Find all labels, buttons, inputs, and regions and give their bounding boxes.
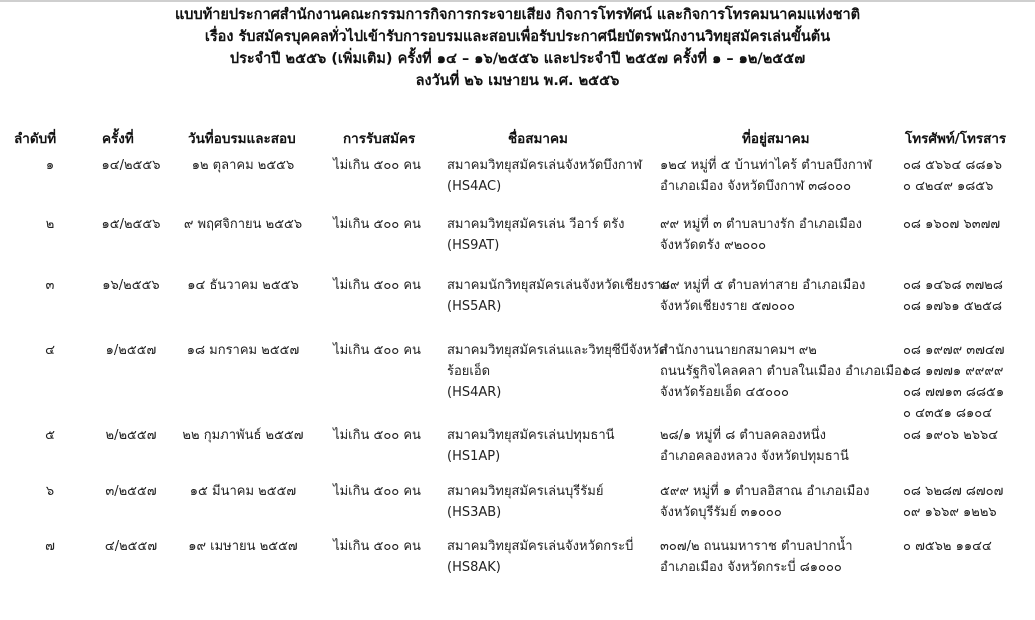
cell-round: ๑๔/๒๕๕๖	[101, 158, 161, 173]
cell-capacity: ไม่เกิน ๕๐๐ คน	[333, 343, 421, 358]
cell-phone-line: ๐๙ ๑๖๖๙ ๑๒๒๖	[903, 505, 997, 520]
cell-capacity: ไม่เกิน ๕๐๐ คน	[333, 428, 421, 443]
cell-assoc-line: (HS8AK)	[447, 560, 501, 575]
cell-assoc	[447, 275, 670, 317]
cell-address	[660, 481, 900, 523]
cell-address-line: ๓๐๗/๒ ถนนมหาราช ตำบลปากน้ำ	[660, 539, 853, 554]
cell-phone-line: ๐๘ ๑๙๐๖ ๒๖๖๔	[903, 428, 999, 443]
cell-assoc-line: (HS4AC)	[447, 179, 502, 194]
cell-assoc-line: สมาคมวิทยุสมัครเล่นปทุมธานี	[447, 428, 615, 443]
cell-phone-line: ๐๘ ๑๙๗๙ ๓๗๔๗	[903, 343, 1005, 358]
cell-assoc-line: สมาคมวิทยุสมัครเล่นบุรีรัมย์	[447, 484, 604, 499]
cell-phone-line: ๐๘ ๑๖๐๗ ๖๓๗๗	[903, 217, 1001, 232]
cell-assoc	[447, 536, 657, 578]
header-line-3: ประจำปี ๒๕๕๖ (เพิ่มเติม) ครั้งที่ ๑๔ – ๑๖/๒๕๕๖ และประจำปี ๒๕๕๗ ครั้งที่ ๑ – ๑๒/๒๕๕๗	[229, 51, 806, 67]
cell-no: ๗	[45, 539, 55, 554]
cell-address-line: จังหวัดตรัง ๙๒๐๐๐	[660, 238, 767, 253]
cell-no: ๒	[45, 217, 55, 232]
cell-round: ๔/๒๕๕๗	[104, 539, 158, 554]
cell-assoc-line: สมาคมวิทยุสมัครเล่นจังหวัดบึงกาฬ	[447, 158, 642, 173]
cell-address-line: อำเภอคลองหลวง จังหวัดปทุมธานี	[660, 449, 849, 464]
cell-assoc-line: สมาคมนักวิทยุสมัครเล่นจังหวัดเชียงราย	[447, 278, 670, 293]
cell-capacity: ไม่เกิน ๕๐๐ คน	[333, 158, 421, 173]
cell-assoc-line: (HS4AR)	[447, 385, 502, 400]
cell-capacity: ไม่เกิน ๕๐๐ คน	[333, 484, 421, 499]
cell-address-line: ถนนรัฐกิจไคลคลา ตำบลในเมือง อำเภอเมือง	[660, 364, 909, 379]
col-header-capacity: การรับสมัคร	[343, 131, 416, 147]
top-border	[0, 0, 1035, 2]
cell-date: ๑๙ เมษายน ๒๕๕๗	[188, 539, 298, 554]
cell-phone	[903, 425, 1033, 446]
cell-phone-line: ๐๘ ๗๗๑๓ ๘๘๕๑	[903, 385, 1005, 400]
document-header	[0, 4, 1035, 92]
cell-address	[660, 536, 900, 578]
cell-date: ๒๒ กุมภาพันธ์ ๒๕๕๗	[182, 428, 304, 443]
cell-no: ๔	[45, 343, 55, 358]
cell-phone-line: ๐๘ ๖๒๘๗ ๘๗๐๗	[903, 484, 1004, 499]
cell-date: ๑๔ ธันวาคม ๒๕๕๖	[187, 278, 299, 293]
col-header-date: วันที่อบรมและสอบ	[188, 131, 296, 147]
cell-no: ๕	[45, 428, 55, 443]
cell-phone	[903, 536, 1033, 557]
cell-phone	[903, 214, 1033, 235]
cell-address-line: อำเภอเมือง จังหวัดกระบี่ ๘๑๐๐๐	[660, 560, 842, 575]
cell-assoc	[447, 481, 657, 523]
cell-address	[660, 155, 900, 197]
cell-phone	[903, 481, 1033, 523]
cell-assoc	[447, 340, 668, 403]
cell-address-line: ๕๙๙ หมู่ที่ ๑ ตำบลอิสาณ อำเภอเมือง	[660, 484, 870, 499]
cell-address-line: จังหวัดเชียงราย ๕๗๐๐๐	[660, 299, 795, 314]
col-header-phone: โทรศัพท์/โทรสาร	[905, 131, 1007, 147]
cell-date: ๑๕ มีนาคม ๒๕๕๗	[189, 484, 297, 499]
header-line-1: แบบท้ายประกาศสำนักงานคณะกรรมการกิจการกระจายเสียง กิจการโทรทัศน์ และกิจการโทรคมนาคมแห่งชาติ	[174, 7, 861, 23]
cell-phone-line: ๐ ๔๒๔๙ ๑๘๕๖	[903, 179, 994, 194]
cell-assoc-line: สมาคมวิทยุสมัครเล่นและวิทยุซีบีจังหวัด	[447, 343, 668, 358]
cell-address-line: ๑๒๔ หมู่ที่ ๕ บ้านท่าไคร้ ตำบลบึงกาฬ	[660, 158, 872, 173]
cell-phone-line: ๐๘ ๑๗๗๑ ๙๙๙๙	[903, 364, 1004, 379]
cell-address-line: จังหวัดร้อยเอ็ด ๔๕๐๐๐	[660, 385, 789, 400]
cell-assoc-line: (HS3AB)	[447, 505, 502, 520]
cell-assoc-line: ร้อยเอ็ด	[447, 364, 491, 379]
cell-capacity: ไม่เกิน ๕๐๐ คน	[333, 278, 421, 293]
cell-address-line: ๘๙ หมู่ที่ ๕ ตำบลท่าสาย อำเภอเมือง	[660, 278, 866, 293]
col-header-no: ลำดับที่	[14, 131, 57, 147]
cell-phone-line: ๐ ๔๓๕๑ ๘๑๐๔	[903, 406, 993, 421]
cell-assoc-line: (HS5AR)	[447, 299, 502, 314]
cell-address	[660, 214, 900, 256]
cell-phone-line: ๐๘ ๑๗๖๑ ๕๒๕๘	[903, 299, 1003, 314]
col-header-association: ชื่อสมาคม	[508, 131, 568, 147]
cell-address-line: ๙๙ หมู่ที่ ๓ ตำบลบางรัก อำเภอเมือง	[660, 217, 862, 232]
cell-address-line: อำเภอเมือง จังหวัดบึงกาฬ ๓๘๐๐๐	[660, 179, 852, 194]
col-header-round: ครั้งที่	[102, 131, 134, 147]
cell-round: ๑๖/๒๕๕๖	[102, 278, 160, 293]
cell-capacity: ไม่เกิน ๕๐๐ คน	[333, 217, 421, 232]
cell-assoc	[447, 425, 657, 467]
cell-assoc-line: สมาคมวิทยุสมัครเล่นจังหวัดกระบี่	[447, 539, 634, 554]
cell-phone-line: ๐๘ ๑๔๖๘ ๓๗๒๘	[903, 278, 1003, 293]
cell-no: ๑	[45, 158, 55, 173]
cell-date: ๑๘ มกราคม ๒๕๕๗	[186, 343, 300, 358]
cell-assoc-line: (HS9AT)	[447, 238, 500, 253]
cell-round: ๑/๒๕๕๗	[105, 343, 157, 358]
cell-address	[660, 275, 900, 317]
cell-address-line: สำนักงานนายกสมาคมฯ ๙๒	[660, 343, 817, 358]
col-header-address: ที่อยู่สมาคม	[742, 131, 810, 147]
cell-assoc	[447, 214, 657, 256]
cell-phone-line: ๐๘ ๕๖๖๔ ๘๘๑๖	[903, 158, 1002, 173]
cell-address	[660, 425, 900, 467]
cell-phone-line: ๐ ๗๕๖๒ ๑๑๔๔	[903, 539, 992, 554]
cell-address-line: ๒๘/๑ หมู่ที่ ๘ ตำบลคลองหนึ่ง	[660, 428, 826, 443]
cell-round: ๒/๒๕๕๗	[105, 428, 157, 443]
cell-phone	[903, 340, 1033, 424]
cell-assoc-line: สมาคมวิทยุสมัครเล่น วีอาร์ ตรัง	[447, 217, 625, 232]
cell-round: ๑๕/๒๕๕๖	[101, 217, 161, 232]
cell-date: ๙ พฤศจิกายน ๒๕๕๖	[183, 217, 303, 232]
cell-phone	[903, 275, 1033, 317]
cell-assoc	[447, 155, 657, 197]
cell-round: ๓/๒๕๕๗	[105, 484, 157, 499]
cell-address-line: จังหวัดบุรีรัมย์ ๓๑๐๐๐	[660, 505, 782, 520]
header-line-4: ลงวันที่ ๒๖ เมษายน พ.ศ. ๒๕๕๖	[415, 73, 620, 89]
cell-date: ๑๒ ตุลาคม ๒๕๕๖	[191, 158, 295, 173]
cell-no: ๓	[45, 278, 55, 293]
cell-capacity: ไม่เกิน ๕๐๐ คน	[333, 539, 421, 554]
cell-address	[660, 340, 909, 403]
cell-no: ๖	[45, 484, 55, 499]
cell-phone	[903, 155, 1033, 197]
header-line-2: เรื่อง รับสมัครบุคคลทั่วไปเข้ารับการอบรมและสอบเพื่อรับประกาศนียบัตรพนักงานวิทยุสมัครเล่นขั้นต้น	[204, 29, 831, 45]
cell-assoc-line: (HS1AP)	[447, 449, 501, 464]
